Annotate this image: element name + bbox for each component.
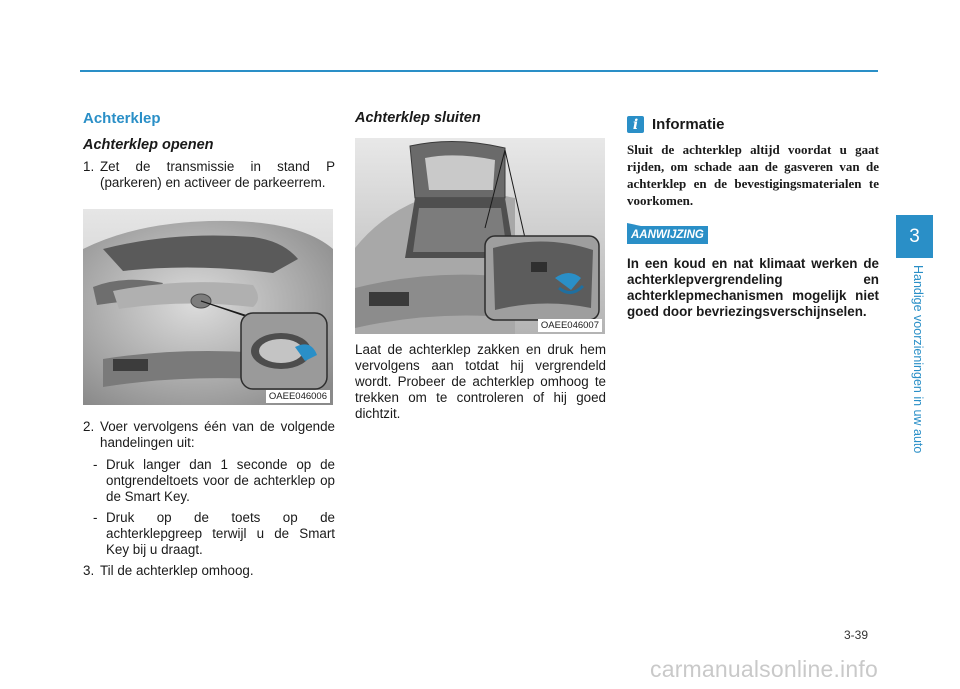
option-text: Druk langer dan 1 seconde op de ontgrendeltoets voor de achterklep op de Smart Key. bbox=[106, 457, 335, 504]
info-title: Informatie bbox=[652, 116, 725, 133]
step-number: 3. bbox=[83, 563, 95, 578]
option-handle-button bbox=[93, 510, 335, 558]
subtitle-close: Achterklep sluiten bbox=[355, 110, 481, 126]
column-left bbox=[83, 110, 335, 585]
chapter-tab: 3 bbox=[896, 215, 933, 258]
section-title: Achterklep bbox=[83, 110, 161, 127]
step-1 bbox=[83, 159, 335, 191]
info-text: Sluit de achterklep altijd voordat u gaat rijden, om schade aan de gasveren van de achterklep en de bevestigingsmaterialen te voorkomen. bbox=[627, 142, 879, 208]
watermark: carmanualsonline.info bbox=[650, 656, 878, 682]
car-rear-illustration bbox=[83, 209, 333, 405]
option-text: Druk op de toets op de achterklepgreep terwijl u de Smart Key bij u draagt. bbox=[106, 510, 335, 557]
figure-tailgate-open bbox=[83, 209, 333, 405]
step-number: 2. bbox=[83, 419, 95, 434]
step-3 bbox=[83, 563, 335, 579]
step-text: Zet de transmissie in stand P (parkeren) en activeer de parkeerrem. bbox=[100, 159, 335, 190]
page-number: 3-39 bbox=[844, 628, 869, 642]
figure-caption: OAEE046007 bbox=[538, 319, 602, 332]
chapter-title: Handige voorzieningen in uw auto bbox=[911, 265, 925, 454]
notice-text: In een koud en nat klimaat werken de achterklepvergrendeling en achterklepmechanismen mogelijk niet goed door bevriezingsverschijnselen. bbox=[627, 256, 879, 319]
info-header bbox=[627, 116, 879, 133]
dash-mark: - bbox=[93, 510, 98, 525]
close-instructions: Laat de achterklep zakken en druk hem vervolgens aan totdat hij vergrendeld wordt. Probeer de achterklep omhoog te trekken om te controleren of hij goed dichtzit. bbox=[355, 342, 606, 421]
info-icon: i bbox=[627, 116, 644, 133]
car-open-tailgate-illustration bbox=[355, 138, 605, 334]
figure-caption: OAEE046006 bbox=[266, 390, 330, 403]
column-right bbox=[627, 110, 879, 320]
step-2 bbox=[83, 419, 335, 451]
header-rule bbox=[80, 70, 878, 72]
option-smart-key bbox=[93, 457, 335, 505]
step-text: Voer vervolgens één van de volgende handelingen uit: bbox=[100, 419, 335, 450]
notice-badge: AANWIJZING bbox=[627, 226, 708, 244]
step-number: 1. bbox=[83, 159, 95, 174]
column-middle bbox=[355, 110, 606, 422]
subtitle-open: Achterklep openen bbox=[83, 137, 214, 153]
step-text: Til de achterklep omhoog. bbox=[100, 563, 254, 578]
figure-tailgate-close bbox=[355, 138, 605, 334]
dash-mark: - bbox=[93, 457, 98, 472]
